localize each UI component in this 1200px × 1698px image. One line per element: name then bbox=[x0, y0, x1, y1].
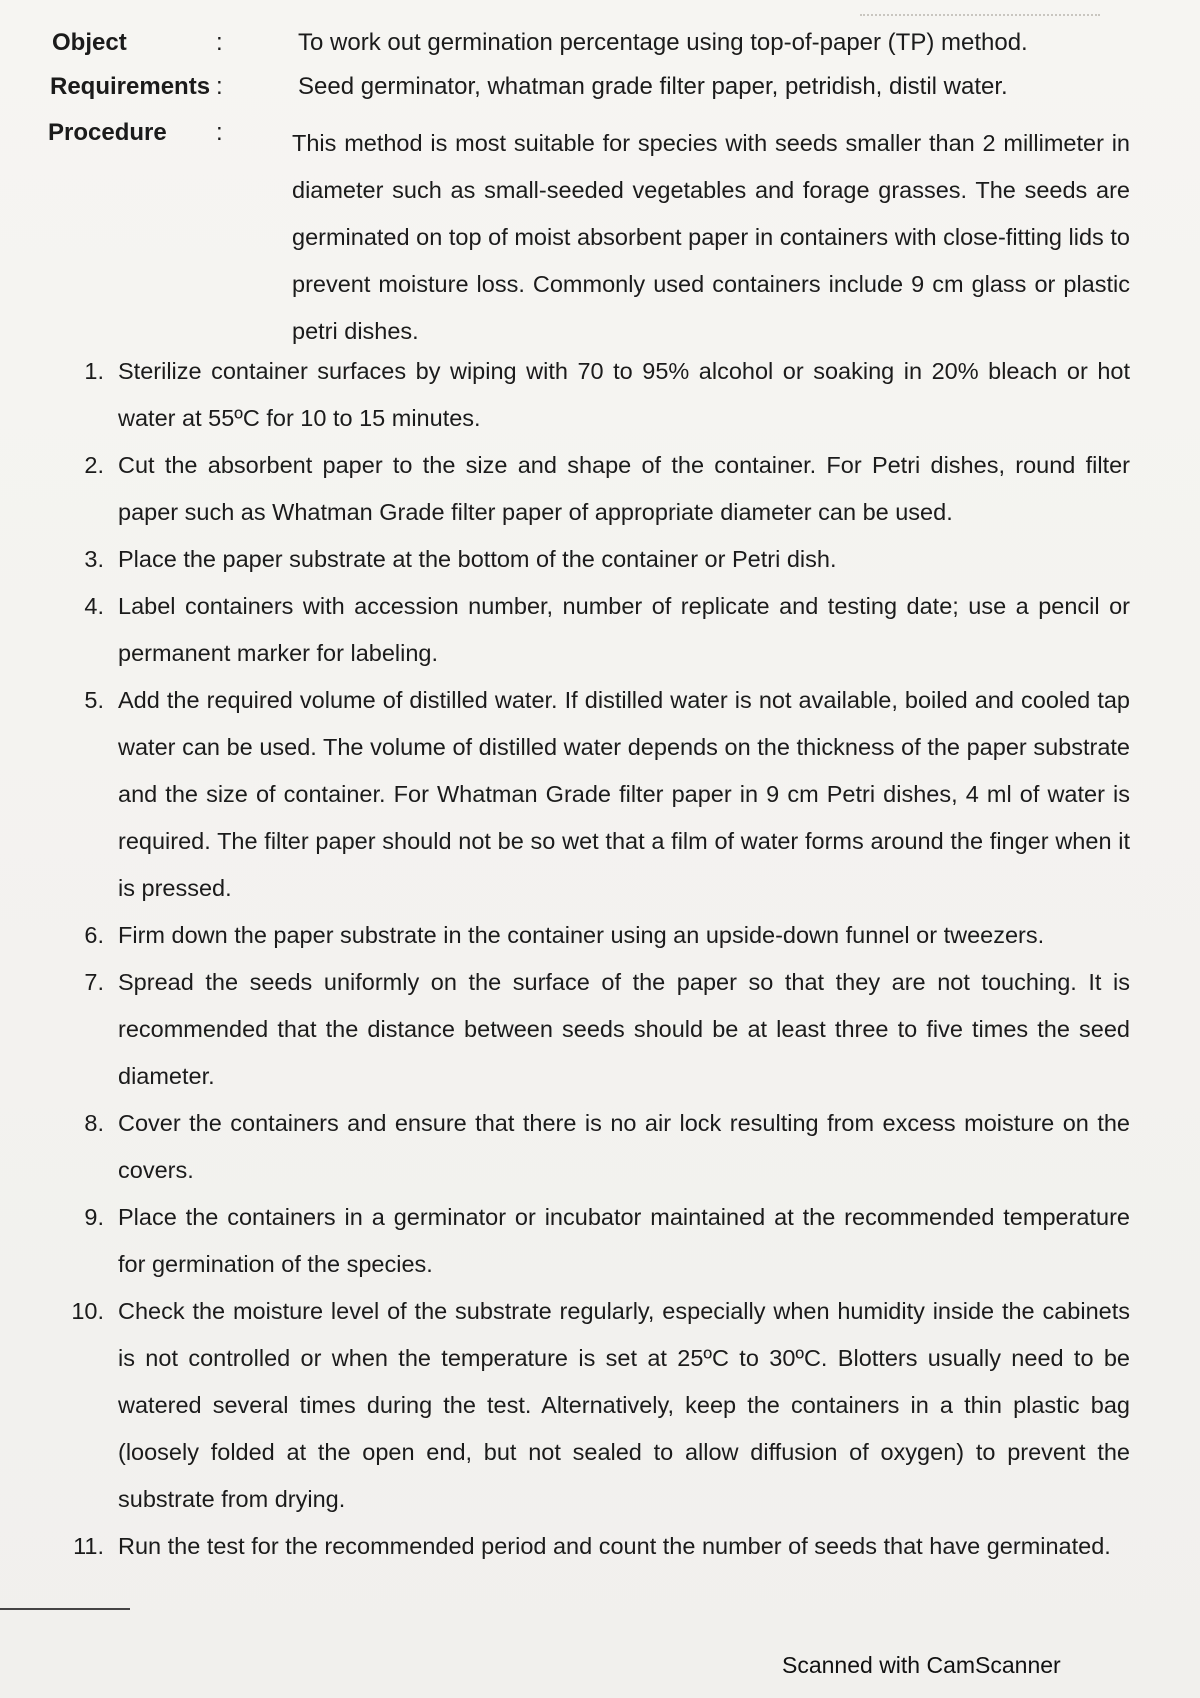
step-number: 3. bbox=[84, 546, 104, 572]
step-text: Cut the absorbent paper to the size and shape of the container. For Petri dishes, round filter paper such as Whatman Grade filter paper of appropriate diameter can be used. bbox=[118, 452, 1130, 525]
object-value: To work out germination percentage using top-of-paper (TP) method. bbox=[298, 29, 1028, 56]
scanner-watermark: Scanned with CamScanner bbox=[782, 1652, 1061, 1678]
step-number: 8. bbox=[84, 1110, 104, 1136]
step-item bbox=[48, 677, 1130, 912]
top-edge-dots bbox=[860, 14, 1100, 18]
procedure-steps-list bbox=[48, 348, 1130, 1570]
step-number: 2. bbox=[84, 452, 104, 478]
footer-rule bbox=[0, 1608, 130, 1610]
step-text: Spread the seeds uniformly on the surface of the paper so that they are not touching. It is recommended that the distance between seeds should be at least three to five times the seed diameter. bbox=[118, 969, 1130, 1089]
requirements-colon: : bbox=[216, 73, 223, 100]
step-text: Place the paper substrate at the bottom of the container or Petri dish. bbox=[118, 546, 837, 572]
step-number: 10. bbox=[71, 1298, 104, 1324]
requirements-row bbox=[50, 72, 1150, 102]
step-item bbox=[48, 348, 1130, 442]
step-number: 4. bbox=[84, 593, 104, 619]
step-text: Place the containers in a germinator or incubator maintained at the recommended temperature for germination of the species. bbox=[118, 1204, 1130, 1277]
procedure-text: This method is most suitable for species with seeds smaller than 2 millimeter in diameter such as small-seeded vegetables and forage grasses. The seeds are germinated on top of moist absorbent paper in containers with close-fitting lids to prevent moisture loss. Commonly used containers include 9 cm glass or plastic petri dishes. bbox=[292, 130, 1130, 344]
step-number: 9. bbox=[84, 1204, 104, 1230]
step-text: Check the moisture level of the substrate regularly, especially when humidity inside the cabinets is not controlled or when the temperature is set at 25ºC to 30ºC. Blotters usually need to be watered several times during the test. Alternatively, keep the containers in a thin plastic bag (loosely folded at the open end, but not sealed to allow diffusion of oxygen) to prevent the substrate from drying. bbox=[118, 1298, 1130, 1512]
step-text: Sterilize container surfaces by wiping with 70 to 95% alcohol or soaking in 20% bleach or hot water at 55ºC for 10 to 15 minutes. bbox=[118, 358, 1130, 431]
object-colon: : bbox=[216, 29, 223, 56]
step-text: Label containers with accession number, number of replicate and testing date; use a pencil or permanent marker for labeling. bbox=[118, 593, 1130, 666]
step-item bbox=[48, 1523, 1130, 1570]
step-item bbox=[48, 583, 1130, 677]
step-item bbox=[48, 536, 1130, 583]
procedure-colon: : bbox=[216, 119, 223, 146]
step-text: Add the required volume of distilled water. If distilled water is not available, boiled and cooled tap water can be used. The volume of distilled water depends on the thickness of the paper substrate and the size of container. For Whatman Grade filter paper in 9 cm Petri dishes, 4 ml of water is required. The filter paper should not be so wet that a film of water forms around the finger when it is pressed. bbox=[118, 687, 1130, 901]
step-number: 6. bbox=[84, 922, 104, 948]
step-item bbox=[48, 959, 1130, 1100]
step-item bbox=[48, 1100, 1130, 1194]
step-text: Run the test for the recommended period and count the number of seeds that have germinated. bbox=[118, 1533, 1111, 1559]
step-item bbox=[48, 1194, 1130, 1288]
object-label: Object bbox=[52, 29, 127, 56]
step-text: Firm down the paper substrate in the container using an upside-down funnel or tweezers. bbox=[118, 922, 1045, 948]
step-number: 5. bbox=[84, 687, 104, 713]
step-number: 1. bbox=[84, 358, 104, 384]
step-item bbox=[48, 912, 1130, 959]
step-number: 7. bbox=[84, 969, 104, 995]
requirements-value: Seed germinator, whatman grade filter paper, petridish, distil water. bbox=[298, 73, 1008, 100]
object-row bbox=[52, 28, 1152, 58]
step-number: 11. bbox=[73, 1533, 104, 1559]
step-text: Cover the containers and ensure that there is no air lock resulting from excess moisture on the covers. bbox=[118, 1110, 1130, 1183]
requirements-label: Requirements bbox=[50, 73, 211, 100]
procedure-label: Procedure bbox=[48, 119, 167, 146]
step-item bbox=[48, 442, 1130, 536]
step-item bbox=[48, 1288, 1130, 1523]
